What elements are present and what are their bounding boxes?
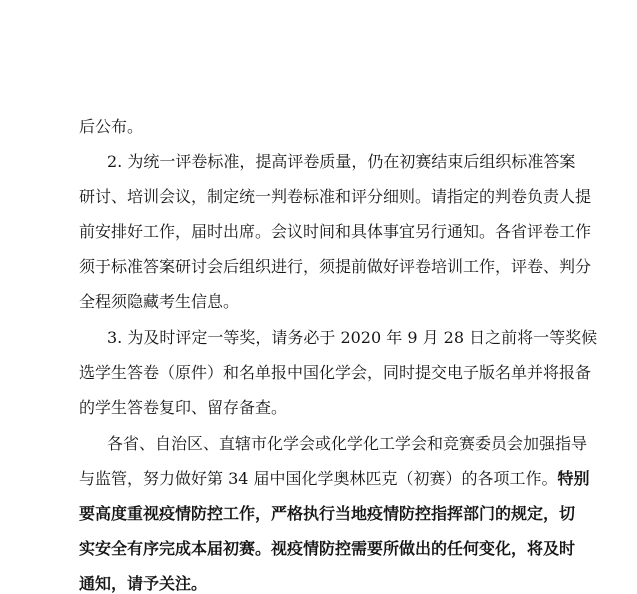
paragraph-line: 各省、自治区、直辖市化学会或化学化工学会和竞赛委员会加强指导 [107,434,588,453]
paragraph-line [79,469,590,489]
paragraph-line: 研讨、培训会议，制定统一判卷标准和评分细则。请指定的判卷负责人提 [79,187,592,206]
paragraph-line: 须于标准答案研讨会后组织进行，须提前做好评卷培训工作，评卷、判分 [79,257,592,276]
paragraph-line: 的学生答卷复印、留存备查。 [79,398,288,417]
paragraph-line: 3. 为及时评定一等奖，请务必于 2020 年 9 月 28 日之前将一等奖候 [107,328,598,347]
emphasis-text: 特别 [557,469,590,488]
paragraph-line: 2. 为统一评卷标准，提高评卷质量，仍在初赛结束后组织标准答案 [107,152,576,171]
paragraph-line: 全程须隐藏考生信息。 [79,292,240,311]
paragraph-line: 前安排好工作，届时出席。会议时间和具体事宜另行通知。各省评卷工作 [79,222,592,241]
paragraph-text: 与监管，努力做好第 34 届中国化学奥林匹克（初赛）的各项工作。 [79,469,558,488]
paragraph-line: 通知，请予关注。 [79,574,208,593]
paragraph-line: 实安全有序完成本届初赛。视疫情防控需要所做出的任何变化，将及时 [79,539,576,558]
paragraph-line: 要高度重视疫情防控工作，严格执行当地疫情防控指挥部门的规定，切 [79,504,576,523]
paragraph-line: 后公布。 [79,117,144,136]
paragraph-line: 选学生答卷（原件）和名单报中国化学会，同时提交电子版名单并将报备 [79,363,592,382]
